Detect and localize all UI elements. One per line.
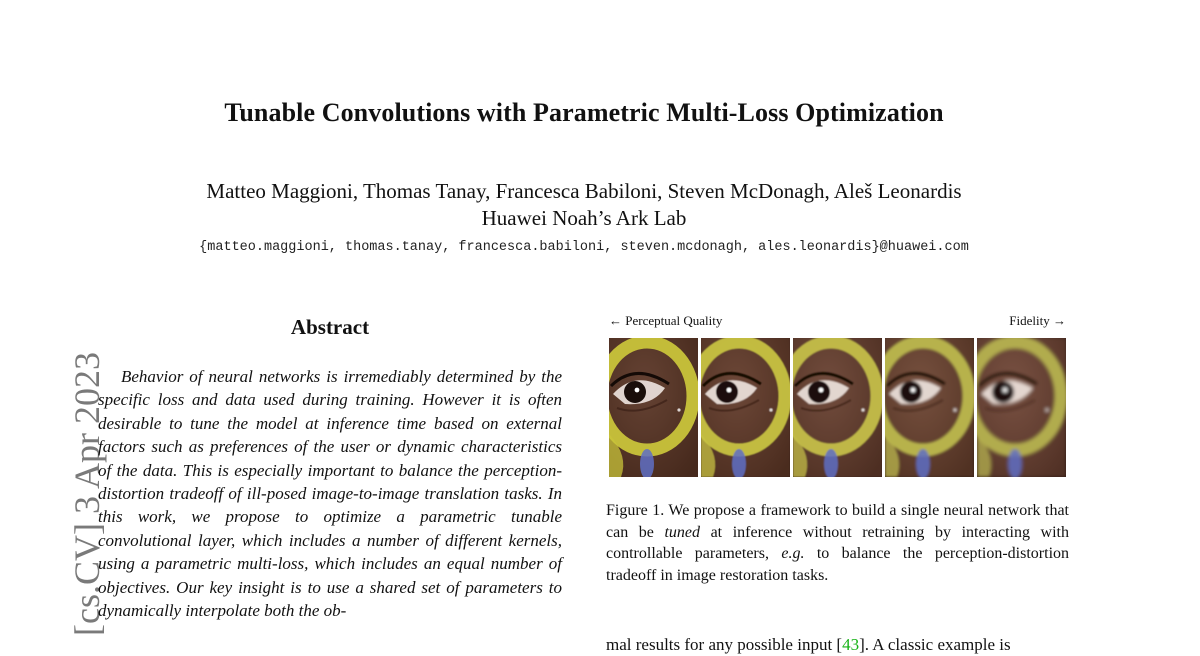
eye-image xyxy=(701,338,790,477)
figure-panel-1 xyxy=(609,338,698,477)
abstract-text: Behavior of neural networks is irremediably determined by the specific loss and data used during training. However it is often desirable to tune the model at inference time based on external factors such as preferences of the user or dynamic characteristics of the data. This is especially important to balance the perception-distortion tradeoff of ill-posed image-to-image translation tasks. In this work, we propose to optimize a parametric tunable convolutional layer, which includes a number of different kernels, using a parametric multi-loss, which includes an equal number of objectives. Our key insight is to use a shared set of parameters to dynamically interpolate both the ob- xyxy=(98,367,562,621)
arxiv-stamp-text: [cs.CV] 3 Apr 2023 xyxy=(67,352,107,636)
body-text-line xyxy=(606,634,1069,656)
author-list: Matteo Maggioni, Thomas Tanay, Francesca Babiloni, Steven McDonagh, Aleš Leonardis xyxy=(206,179,962,203)
caption-part: at inference without retraining by interacting with controllable parameters, xyxy=(606,523,1069,562)
abstract-body xyxy=(98,365,562,622)
figure-panel-5 xyxy=(977,338,1066,477)
figure-panel-2 xyxy=(701,338,790,477)
perceptual-quality-label: ← Perceptual Quality xyxy=(609,313,723,328)
caption-emphasis: tuned xyxy=(664,523,700,541)
figure-panel-4 xyxy=(885,338,974,477)
arxiv-stamp xyxy=(29,316,107,636)
paper-title: Tunable Convolutions with Parametric Multi-Loss Optimization xyxy=(224,98,944,127)
caption-eg: e.g. xyxy=(781,545,805,562)
caption-part: to balance the perception-distortion tradeoff in image restoration tasks. xyxy=(606,545,1070,584)
author-emails: {matteo.maggioni, thomas.tanay, francesca.babiloni, steven.mcdonagh, ales.leonardis}@huawei.com xyxy=(199,240,969,255)
eye-image xyxy=(885,338,974,477)
figure-caption xyxy=(606,500,1069,586)
figure-panel-3 xyxy=(793,338,882,477)
citation-link[interactable]: 43 xyxy=(842,635,860,654)
eye-image xyxy=(609,338,698,477)
abstract-heading: Abstract xyxy=(290,315,370,339)
figure-image-strip xyxy=(609,338,1066,477)
figure-axis-labels xyxy=(609,313,1066,331)
body-text: mal results for any possible input [ xyxy=(606,635,843,654)
eye-image xyxy=(977,338,1066,477)
affiliation: Huawei Noah’s Ark Lab xyxy=(481,206,687,230)
fidelity-label: Fidelity → xyxy=(1009,313,1066,328)
author-block xyxy=(0,178,1168,232)
body-text: ]. A classic example is xyxy=(859,635,1011,654)
caption-part: Figure 1. We propose a framework to build a single neural network that can be xyxy=(606,502,1069,541)
eye-image xyxy=(793,338,882,477)
